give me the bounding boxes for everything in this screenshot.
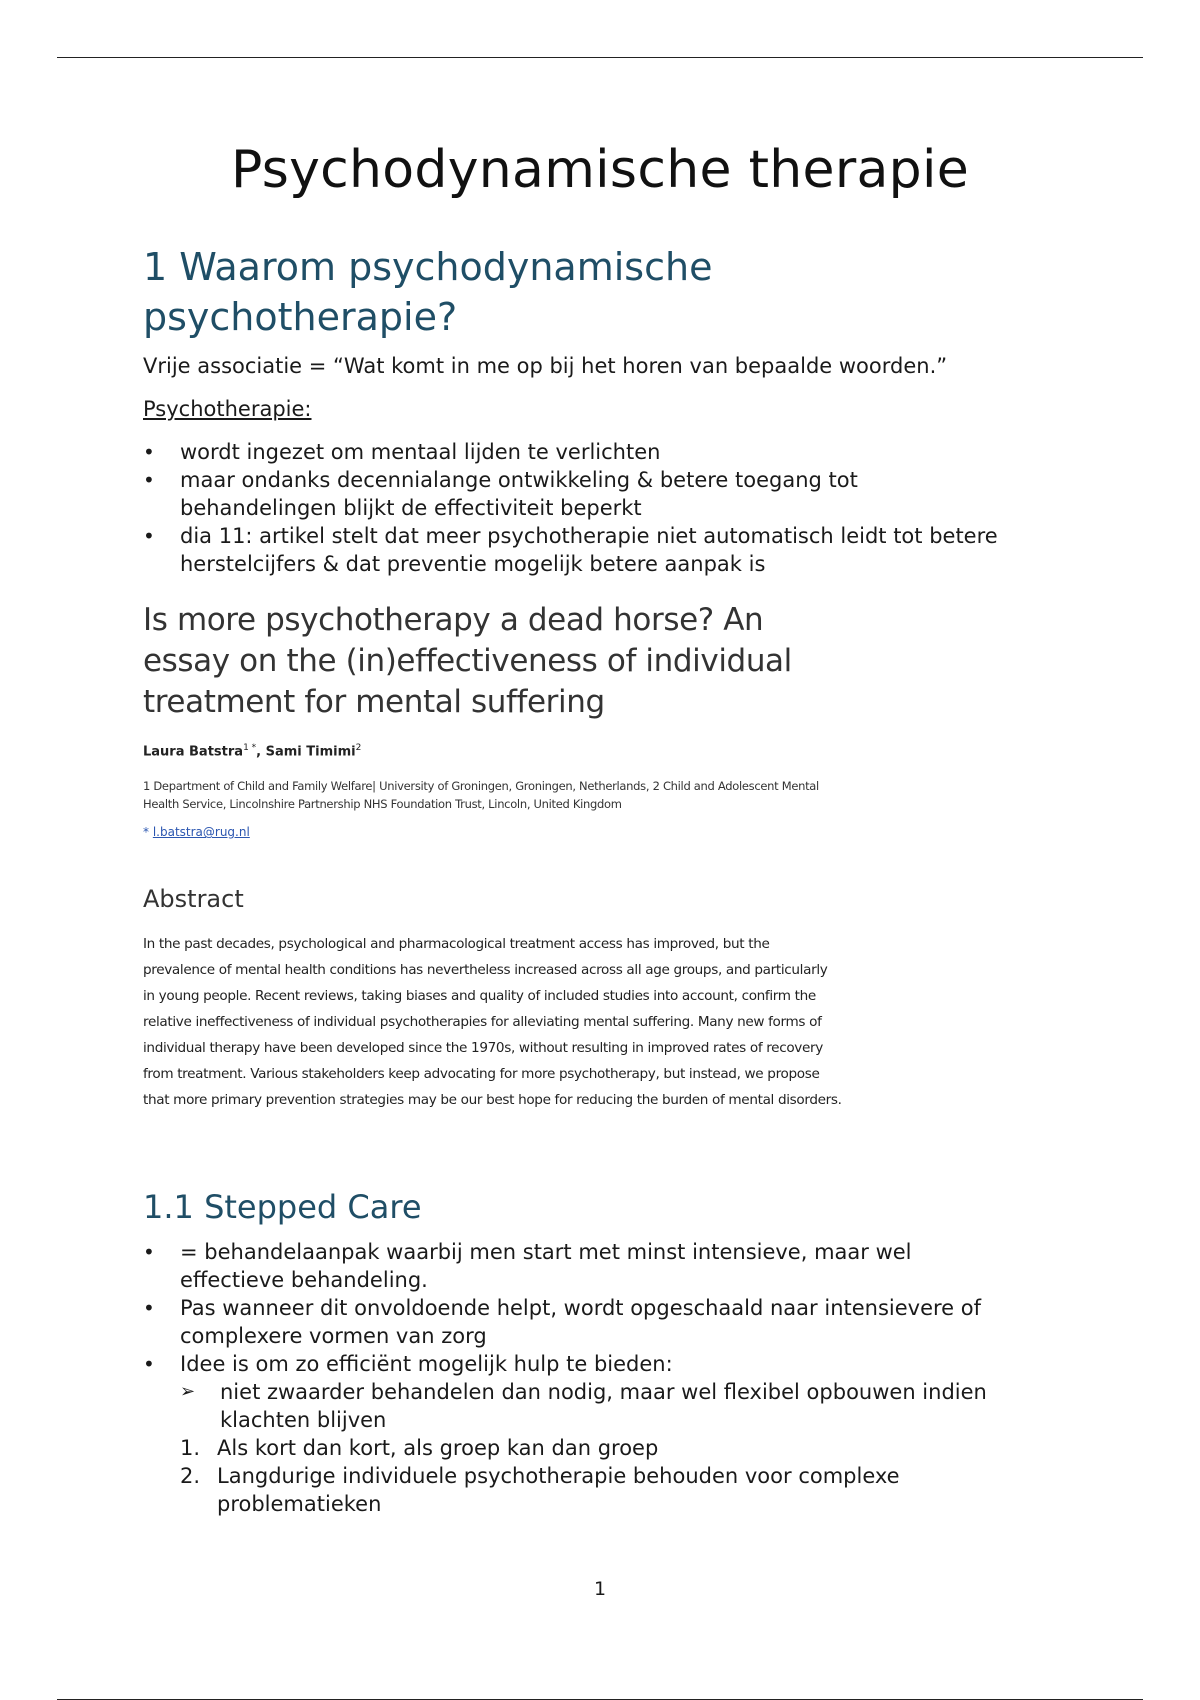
number-label: 2. bbox=[180, 1464, 201, 1488]
psychotherapy-label: Psychotherapie: bbox=[143, 397, 312, 421]
abstract-text: In the past decades, psychological and pharmacological treatment access has improved, but the prevalence of mental health conditions has nevertheless increased across all age groups, and particularly in young people. Recent reviews, taking biases and quality of included studies into account, confirm the relative ineffectiveness of individual psychotherapies for alleviating mental suffering. Many new forms of individual therapy have been developed since the 1970s, without resulting in improved rates of recovery from treatment. Various stakeholders keep advocating for more psychotherapy, but instead, we propose that more primary prevention strategies may be our best hope for reducing the burden of mental disorders. bbox=[143, 936, 842, 1109]
author-affiliation-mark: 1 * bbox=[243, 743, 257, 753]
list-item-text: Idee is om zo efficiënt mogelijk hulp te bieden: bbox=[180, 1352, 673, 1376]
paper-title: Is more psychotherapy a dead horse? An essay on the (in)effectiveness of individual treatment for mental suffering bbox=[143, 602, 792, 720]
list-item: • = behandelaanpak waarbij men start met minst intensieve, maar wel effectieve behandeling. bbox=[143, 1238, 940, 1294]
author-separator: , bbox=[256, 744, 266, 760]
list-item: • dia 11: artikel stelt dat meer psychotherapie niet automatisch leidt tot betere herstelcijfers & dat preventie mogelijk betere aanpak is bbox=[143, 522, 1043, 578]
numbered-item bbox=[180, 1462, 917, 1518]
author-name: Sami Timimi bbox=[265, 744, 356, 760]
arrow-list-item bbox=[180, 1378, 1043, 1434]
number-label: 1. bbox=[180, 1436, 201, 1460]
header-rule bbox=[57, 57, 1143, 58]
paper-excerpt bbox=[143, 600, 843, 1113]
section-heading-1-1: 1.1 Stepped Care bbox=[143, 1188, 422, 1226]
list-item: • wordt ingezet om mentaal lijden te verlichten bbox=[143, 438, 1043, 466]
numbered-item-text: Langdurige individuele psychotherapie behouden voor complexe problematieken bbox=[217, 1464, 900, 1516]
section-heading-1: 1 Waarom psychodynamische psychotherapie? bbox=[143, 245, 713, 339]
list-item: • maar ondanks decennialange ontwikkeling & betere toegang tot behandelingen blijkt de effectiviteit beperkt bbox=[143, 466, 940, 522]
paper-email bbox=[143, 825, 843, 839]
page-number: 1 bbox=[593, 1578, 607, 1600]
section1-1-bullet-list bbox=[143, 1238, 1043, 1518]
author-name: Laura Batstra bbox=[143, 744, 244, 760]
paper-affiliations: 1 Department of Child and Family Welfare| University of Groningen, Groningen, Netherlands, 2 Child and Adolescent Mental Health Service, Lincolnshire Partnership NHS Foundation Trust, Lincoln, United Kingdom bbox=[143, 779, 819, 812]
section1-bullet-list bbox=[143, 438, 1043, 578]
sub-list bbox=[180, 1378, 1043, 1518]
list-item: • Pas wanneer dit onvoldoende helpt, wordt opgeschaald naar intensievere of complexere vormen van zorg bbox=[143, 1294, 1040, 1350]
list-item bbox=[143, 1350, 1043, 1518]
email-asterisk: * bbox=[143, 825, 153, 840]
numbered-item bbox=[180, 1434, 1043, 1462]
numbered-item-text: Als kort dan kort, als groep kan dan groep bbox=[217, 1436, 659, 1460]
paper-authors bbox=[143, 743, 843, 759]
arrow-item-text: niet zwaarder behandelen dan nodig, maar wel flexibel opbouwen indien klachten blijven bbox=[220, 1380, 987, 1432]
author-affiliation-mark: 2 bbox=[355, 743, 362, 753]
abstract-heading: Abstract bbox=[143, 885, 244, 914]
free-association-text: Vrije associatie = “Wat komt in me op bij het horen van bepaalde woorden.” bbox=[143, 354, 948, 378]
document-title: Psychodynamische therapie bbox=[230, 140, 970, 200]
email-link[interactable]: l.batstra@rug.nl bbox=[152, 825, 250, 840]
